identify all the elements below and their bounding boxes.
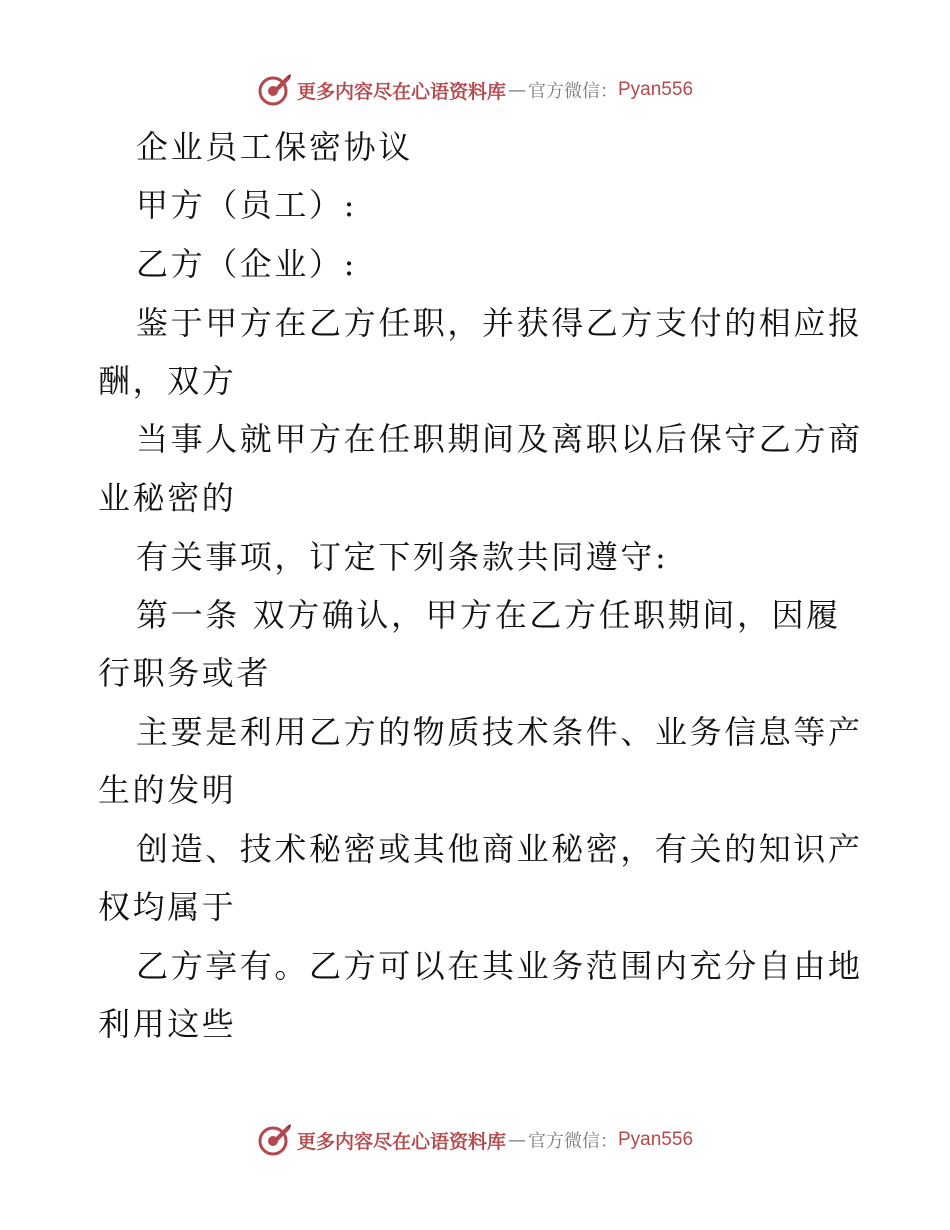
paragraph-line: 行职务或者 bbox=[98, 654, 272, 692]
party-b-label: 乙方（企业）: bbox=[136, 245, 357, 283]
paragraph-line: 利用这些 bbox=[98, 1005, 237, 1043]
banner-official-label: 官方微信： bbox=[528, 1131, 618, 1152]
paragraph-line: 有关事项，订定下列条款共同遵守: bbox=[136, 538, 669, 576]
paragraph-line: 鉴于甲方在乙方任职，并获得乙方支付的相应报 bbox=[136, 304, 863, 342]
paragraph-line: 业秘密的 bbox=[98, 479, 237, 517]
banner-wechat-handle: Pyan556 bbox=[618, 79, 694, 100]
banner-wechat-handle: Pyan556 bbox=[618, 1129, 694, 1150]
paragraph-line: 酬，双方 bbox=[98, 362, 237, 400]
paragraph-line: 权均属于 bbox=[98, 888, 237, 926]
banner-dash: — bbox=[508, 79, 526, 101]
banner-dash: — bbox=[508, 1129, 526, 1151]
paragraph-line: 主要是利用乙方的物质技术条件、业务信息等产 bbox=[136, 713, 863, 751]
paragraph-line: 创造、技术秘密或其他商业秘密，有关的知识产 bbox=[136, 830, 863, 868]
party-a-label: 甲方（员工）: bbox=[136, 186, 357, 224]
banner-text: 更多内容尽在心语资料库 bbox=[296, 80, 506, 103]
footer-banner bbox=[0, 1120, 950, 1160]
pen-nib-logo-icon bbox=[257, 72, 293, 108]
banner-official-label: 官方微信： bbox=[528, 81, 618, 102]
paragraph-line: 生的发明 bbox=[98, 771, 237, 809]
paragraph-line: 当事人就甲方在任职期间及离职以后保守乙方商 bbox=[136, 420, 863, 458]
document-title: 企业员工保密协议 bbox=[136, 128, 413, 166]
banner-text: 更多内容尽在心语资料库 bbox=[296, 1130, 506, 1153]
paragraph-line: 乙方享有。乙方可以在其业务范围内充分自由地 bbox=[136, 947, 863, 985]
header-banner bbox=[0, 70, 950, 110]
paragraph-line: 第一条 双方确认，甲方在乙方任职期间，因履 bbox=[136, 596, 841, 634]
pen-nib-logo-icon bbox=[257, 1122, 293, 1158]
